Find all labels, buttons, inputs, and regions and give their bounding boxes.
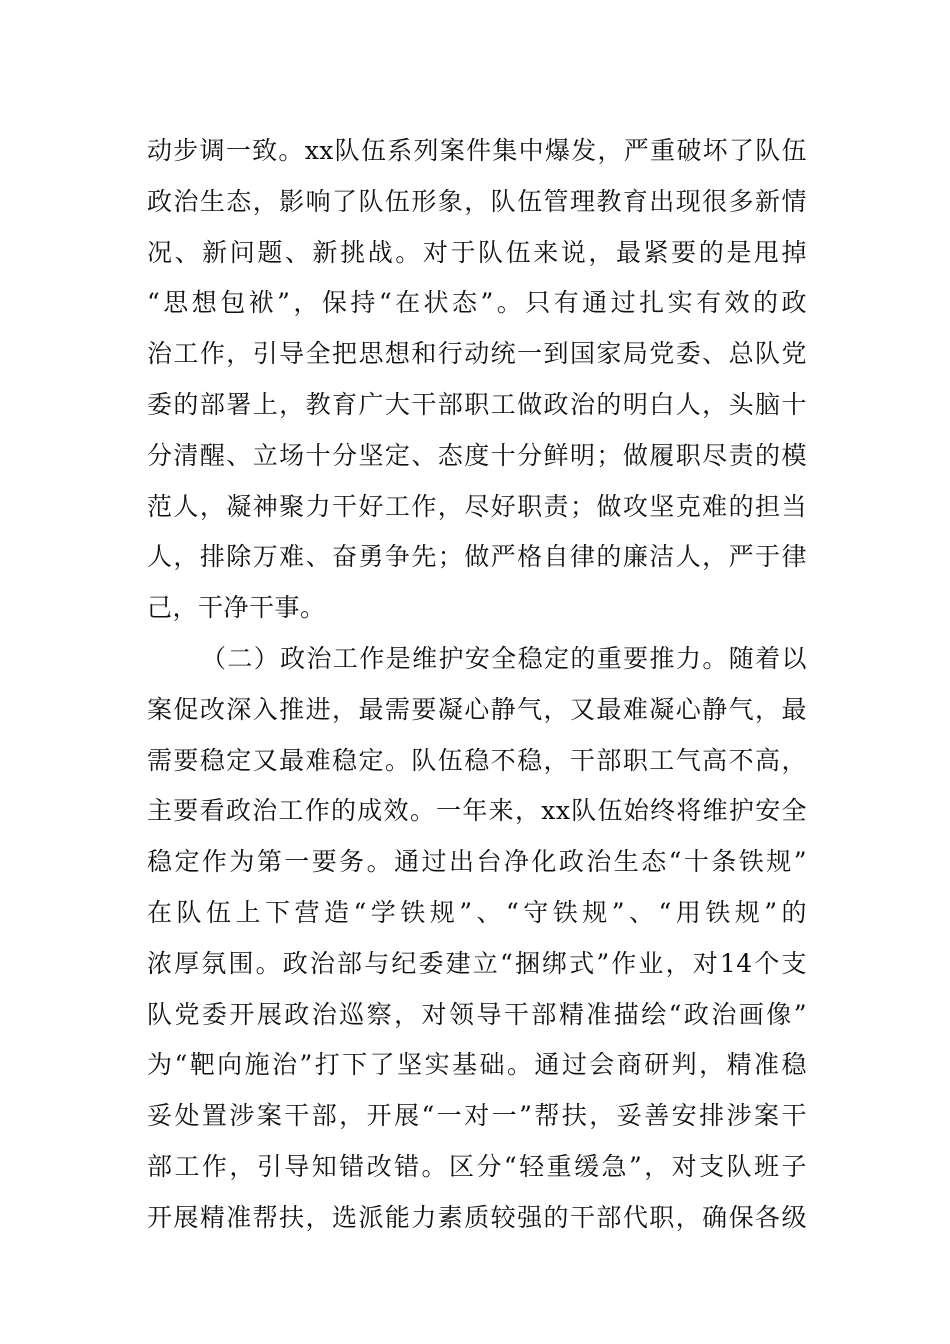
text-line: 案促改深入推进，最需要凝心静气，又最难凝心静气，最 xyxy=(147,694,807,724)
text-line: 需要稳定又最难稳定。队伍稳不稳，干部职工气高不高， xyxy=(147,745,807,775)
text-line: 己，干净干事。 xyxy=(147,593,326,623)
text-line: 稳定作为第一要务。通过出台净化政治生态“十条铁规” xyxy=(147,847,807,877)
text-line: 开展精准帮扶，选派能力素质较强的干部代职，确保各级 xyxy=(147,1202,807,1232)
text-line: 人，排除万难、奋勇争先；做严格自律的廉洁人，严于律 xyxy=(147,542,807,572)
text-line: “思想包袱”，保持“在状态”。只有通过扎实有效的政 xyxy=(147,288,807,318)
text-line: 队党委开展政治巡察，对领导干部精准描绘“政治画像” xyxy=(147,999,807,1029)
text-line: 况、新问题、新挑战。对于队伍来说，最紧要的是甩掉 xyxy=(147,237,807,267)
text-line: 主要看政治工作的成效。一年来，xx队伍始终将维护安全 xyxy=(147,796,807,826)
text-line: 为“靶向施治”打下了坚实基础。通过会商研判，精准稳 xyxy=(147,1050,807,1080)
text-line: 分清醒、立场十分坚定、态度十分鲜明；做履职尽责的模 xyxy=(147,440,807,470)
text-line: 浓厚氛围。政治部与纪委建立“捆绑式”作业，对14个支 xyxy=(147,948,807,978)
text-line: 委的部署上，教育广大干部职工做政治的明白人，头脑十 xyxy=(147,389,807,419)
text-line: （二）政治工作是维护安全稳定的重要推力。随着以 xyxy=(201,643,807,673)
text-line: 妥处置涉案干部，开展“一对一”帮扶，妥善安排涉案干 xyxy=(147,1101,807,1131)
paragraph xyxy=(147,634,807,1244)
text-line: 治工作，引导全把思想和行动统一到国家局党委、总队党 xyxy=(147,339,807,369)
text-line: 动步调一致。xx队伍系列案件集中爆发，严重破坏了队伍 xyxy=(147,136,807,165)
document-body xyxy=(147,126,807,1244)
text-line: 部工作，引导知错改错。区分“轻重缓急”，对支队班子 xyxy=(147,1151,807,1181)
text-line: 政治生态，影响了队伍形象，队伍管理教育出现很多新情 xyxy=(147,186,807,216)
text-line: 在队伍上下营造“学铁规”、“守铁规”、“用铁规”的 xyxy=(147,897,807,927)
paragraph xyxy=(147,126,807,634)
text-line: 范人，凝神聚力干好工作，尽好职责；做攻坚克难的担当 xyxy=(147,491,807,521)
